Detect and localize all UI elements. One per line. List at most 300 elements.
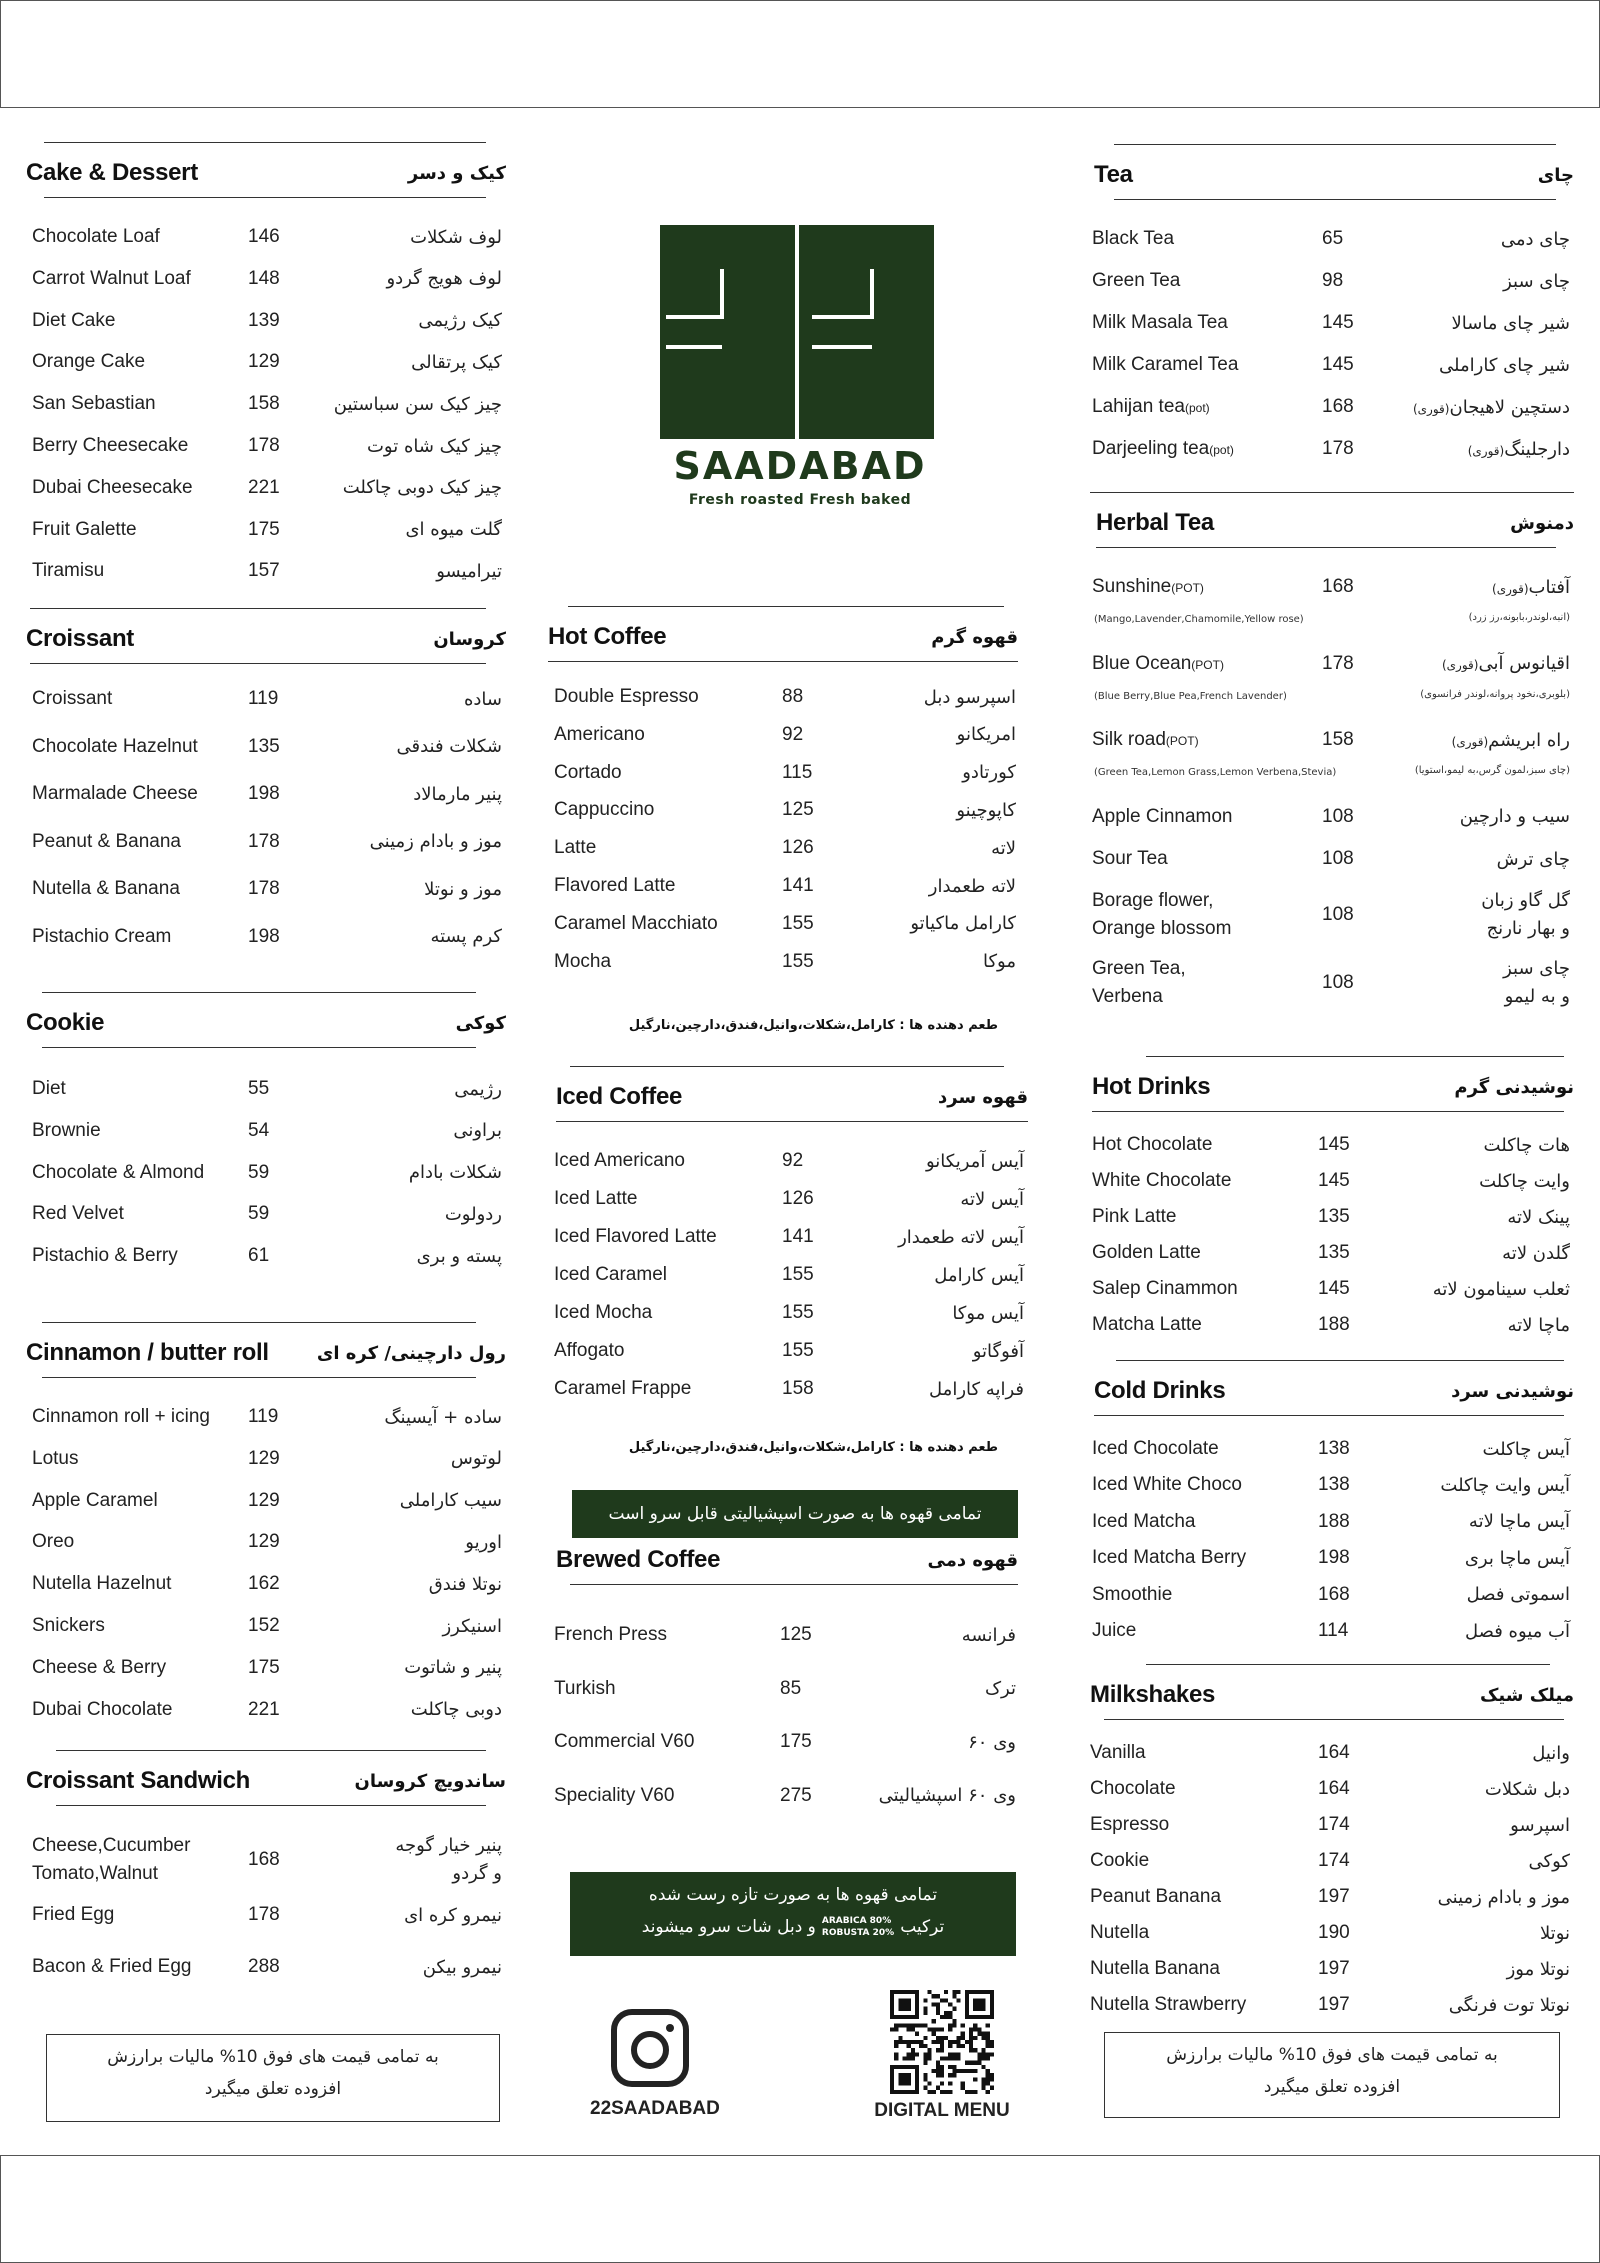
- top-frame: [0, 0, 1600, 108]
- item-name-en-text: Vanilla: [1090, 1742, 1146, 1763]
- item-price: 92: [782, 1150, 804, 1171]
- item-price: 59: [248, 1203, 270, 1225]
- item-price: 188: [1318, 1510, 1350, 1532]
- item-price: 178: [1322, 652, 1354, 674]
- item-name-fa: [898, 1227, 1024, 1248]
- item-name-fa: [411, 352, 502, 373]
- item-price: 55: [248, 1078, 270, 1099]
- menu-item: [26, 1695, 506, 1725]
- item-name-en-text: Borage flower,: [1092, 890, 1214, 911]
- menu-item: [1090, 1166, 1574, 1196]
- item-pot-fa: (قوری): [1492, 581, 1529, 596]
- item-name-fa: [384, 1407, 502, 1428]
- item-name-en: [554, 1624, 667, 1646]
- item-name-en-text: Chocolate & Almond: [32, 1161, 205, 1183]
- item-name-en-text: Pistachio Cream: [32, 925, 172, 947]
- item-name-en: [32, 688, 112, 710]
- qr-code-icon[interactable]: [890, 1990, 994, 2094]
- item-name-fa: [445, 1204, 502, 1225]
- item-price: 129: [248, 351, 280, 373]
- menu-item: [548, 1336, 1038, 1366]
- item-name-en: [554, 951, 611, 973]
- item-name-fa-text: نوتلا توت فرنگی: [1448, 1994, 1570, 2016]
- menu-item: [1090, 1470, 1574, 1500]
- item-name-en: [1092, 1170, 1231, 1192]
- item-name-fa-text: نیمرو کره ای: [404, 1904, 502, 1926]
- item-price: 162: [248, 1573, 280, 1595]
- item-name-fa: [464, 689, 502, 710]
- item-name-fa-text: چیز کیک شاه توت: [366, 435, 502, 457]
- section-title-en: Cookie: [26, 1009, 105, 1036]
- item-name-en: [554, 1678, 616, 1700]
- item-name-fa: [1479, 1171, 1570, 1192]
- item-name-en: [32, 393, 156, 415]
- item-name-en: [554, 1378, 691, 1400]
- item-name-fa-text: پنیر خیار گوجه: [395, 1835, 502, 1856]
- item-price: 168: [1322, 576, 1354, 597]
- item-name-fa: [367, 436, 502, 457]
- item-name-fa-text: سیب کاراملی: [399, 1490, 502, 1512]
- item-name-en-text: Berry Cheesecake: [32, 435, 189, 456]
- section-cake-dessert: [26, 142, 506, 198]
- item-name-fa-text: کرم پسته: [430, 926, 502, 947]
- item-name-en: [32, 926, 171, 948]
- item-name-en: [1092, 1278, 1238, 1300]
- section-hot-coffee: [548, 606, 1038, 662]
- menu-item: [1090, 1990, 1574, 2020]
- item-name-en-text: Silk road: [1092, 729, 1166, 751]
- item-price: 145: [1318, 1134, 1350, 1155]
- item-name-fa-text: آیس ماچا لاته: [1468, 1511, 1570, 1533]
- item-name-fa: [1413, 397, 1570, 418]
- item-name-fa: [451, 1448, 502, 1469]
- item-name-fa: [1440, 1475, 1570, 1496]
- section-title-fa: قهوه دمی: [927, 1549, 1018, 1571]
- menu-item: [1090, 725, 1574, 755]
- item-price: 135: [1318, 1242, 1350, 1263]
- item-name-en-text: Green Tea: [1092, 270, 1181, 291]
- item-name-fa: [1540, 1923, 1570, 1944]
- item-ingredients-fa: (چای سبز،لمون گرس،به لیمو،استویا): [1414, 765, 1570, 777]
- section-croissant: [26, 608, 506, 664]
- item-name-en-text: Darjeeling tea: [1092, 438, 1210, 459]
- tax-line-1: به تمامی قیمت های فوق 10% مالیات برارزش: [1166, 2045, 1498, 2065]
- menu-item: [1090, 1310, 1574, 1340]
- item-name-fa-text: لاته طعمدار: [928, 875, 1016, 897]
- section-title-en: Tea: [1094, 161, 1133, 188]
- item-name-en: [1092, 1474, 1242, 1496]
- item-name-fa-text: لاته: [991, 837, 1016, 859]
- item-name-en-text: Sunshine: [1092, 576, 1172, 597]
- section-title-en: Hot Coffee: [548, 623, 667, 650]
- middle-column: [548, 110, 1038, 2120]
- item-price: 126: [782, 1188, 814, 1209]
- menu-item: [26, 347, 506, 377]
- menu-item: [548, 1374, 1038, 1404]
- item-name-fa-text: اسپرسو: [1510, 1814, 1570, 1836]
- menu-item: [548, 1222, 1038, 1252]
- tax-notice: [46, 2034, 500, 2122]
- menu-item: [1090, 392, 1574, 422]
- item-name-en-text: Flavored Latte: [554, 875, 676, 896]
- item-name-fa: [1469, 1511, 1570, 1532]
- menu-item: [1090, 887, 1574, 943]
- item-name-fa-text: هات چاکلت: [1483, 1134, 1570, 1156]
- item-name-en: [32, 1203, 124, 1225]
- section-cookie: [26, 992, 506, 1048]
- item-name-fa: [1467, 1584, 1570, 1605]
- item-name-en-text: Affogato: [554, 1340, 625, 1361]
- item-name-en: [1090, 1742, 1146, 1764]
- item-name-fa: [983, 951, 1016, 972]
- item-name-en: [1092, 729, 1199, 751]
- section-title-fa: میلک شیک: [1479, 1684, 1574, 1706]
- item-name-fa: [1468, 439, 1570, 460]
- item-name-en: [32, 560, 104, 582]
- item-name-en: [32, 477, 193, 499]
- item-name-fa-text: آیس آمریکانو: [926, 1150, 1024, 1172]
- item-pot-en: (POT): [1165, 734, 1199, 749]
- instagram-handle[interactable]: 22SAADABAD: [590, 2098, 720, 2119]
- item-name-fa: [1501, 229, 1570, 250]
- menu-item: [26, 1402, 506, 1432]
- menu-item: [26, 1527, 506, 1557]
- section-title-en: Cake & Dessert: [26, 159, 198, 186]
- item-name-fa-text: اسپرسو دبل: [923, 686, 1016, 708]
- menu-item: [26, 431, 506, 461]
- item-name-fa: [1481, 887, 1570, 943]
- menu-item: [26, 1444, 506, 1474]
- item-name-fa: [957, 724, 1016, 745]
- item-name-en: [32, 783, 198, 805]
- item-name-en-text: Smoothie: [1092, 1583, 1173, 1605]
- right-column: [1090, 110, 1574, 2120]
- item-name-en-text: Commercial V60: [554, 1731, 695, 1752]
- item-name-en: [1092, 1438, 1219, 1460]
- item-name-en: [1090, 1850, 1149, 1872]
- item-name-fa-text: وانیل: [1532, 1742, 1570, 1764]
- item-name-en-text: Caramel Frappe: [554, 1378, 692, 1399]
- item-name-fa: [396, 736, 502, 757]
- item-name-fa: [1503, 271, 1570, 292]
- item-name-en: [554, 686, 699, 708]
- item-name-fa-text: تیرامیسو: [436, 560, 502, 582]
- item-name-en: [32, 1699, 172, 1721]
- item-name-fa-text: گلدن لاته: [1502, 1242, 1570, 1264]
- item-name-fa-line2: و بهار نارنج: [1486, 918, 1570, 939]
- item-name-en: [1092, 438, 1234, 460]
- item-name-fa: [413, 784, 502, 805]
- robusta-ratio: ROBUSTA 20%: [821, 1928, 895, 1938]
- item-name-en: [32, 1573, 171, 1595]
- item-pot-fa: (قوری): [1451, 734, 1489, 749]
- section-title-en: Iced Coffee: [556, 1083, 683, 1110]
- menu-item: [548, 1620, 1038, 1650]
- item-name-en-text: Milk Caramel Tea: [1092, 354, 1239, 375]
- menu-item: [26, 1486, 506, 1516]
- menu-item: [26, 1158, 506, 1188]
- item-price: 174: [1318, 1850, 1350, 1871]
- item-price: 141: [782, 875, 814, 896]
- menu-item: [1090, 1274, 1574, 1304]
- item-price: 145: [1322, 312, 1354, 333]
- item-name-en-text: Chocolate: [1090, 1778, 1176, 1799]
- item-price: 138: [1318, 1474, 1350, 1496]
- item-name-fa-text: نوتلا: [1539, 1922, 1570, 1944]
- item-name-fa-text: کیک پرتقالی: [411, 351, 502, 373]
- section-croissant-sandwich: [26, 1750, 506, 1806]
- item-name-en-text: Iced Chocolate: [1092, 1438, 1219, 1459]
- item-name-fa: [1438, 1887, 1570, 1908]
- item-name-fa: [1510, 1815, 1570, 1836]
- item-price: 275: [780, 1784, 812, 1806]
- item-name-en-text: Iced Americano: [554, 1150, 685, 1171]
- item-name-fa: [1484, 1135, 1570, 1156]
- item-name-fa-text: آیس لاته: [960, 1188, 1024, 1210]
- menu-item: [1090, 1846, 1574, 1876]
- item-name-en-text: Golden Latte: [1092, 1242, 1201, 1263]
- menu-item: [26, 515, 506, 545]
- item-name-en-line2: Verbena: [1092, 986, 1163, 1007]
- item-name-fa: [879, 1785, 1016, 1806]
- section-cold-drinks: [1090, 1360, 1574, 1416]
- section-title-en: Herbal Tea: [1096, 509, 1214, 536]
- item-name-en-line2: Orange blossom: [1092, 918, 1232, 939]
- item-name-fa: [1451, 313, 1570, 334]
- item-name-en: [32, 878, 180, 900]
- item-name-en: [1092, 1242, 1201, 1264]
- item-name-fa: [924, 687, 1016, 708]
- menu-item: [1090, 802, 1574, 832]
- item-name-fa-text: آفتاب: [1528, 576, 1570, 598]
- item-name-fa: [386, 268, 502, 289]
- item-price: 175: [780, 1731, 812, 1752]
- item-name-en-text: Diet Cake: [32, 309, 116, 331]
- item-name-en: [554, 762, 622, 784]
- item-name-fa-text: آب میوه فصل: [1464, 1620, 1570, 1642]
- item-name-en: [554, 875, 675, 897]
- item-price: 155: [782, 1302, 814, 1323]
- item-price: 190: [1318, 1922, 1350, 1943]
- item-name-en: [32, 268, 191, 290]
- item-price: 197: [1318, 1886, 1350, 1907]
- item-name-en-text: Espresso: [1090, 1814, 1170, 1835]
- item-name-en: [1092, 1206, 1177, 1228]
- item-name-en: [1092, 955, 1186, 1011]
- item-name-fa-text: شکلات بادام: [408, 1162, 502, 1184]
- item-name-fa-text: رژیمی: [454, 1078, 502, 1100]
- menu-item: [26, 1569, 506, 1599]
- item-name-fa: [1442, 653, 1570, 674]
- item-name-fa: [985, 1678, 1016, 1699]
- item-price: 125: [780, 1624, 812, 1645]
- section-title-en: Cinnamon / butter roll: [26, 1339, 269, 1366]
- item-name-en-text: Carrot Walnut Loaf: [32, 267, 191, 289]
- section-title-fa: نوشیدنی سرد: [1451, 1380, 1574, 1402]
- item-price: 139: [248, 309, 280, 331]
- menu-item: [548, 1146, 1038, 1176]
- item-price: 92: [782, 723, 804, 745]
- item-name-en-text: Peanut Banana: [1090, 1886, 1222, 1907]
- item-name-fa: [1502, 1243, 1570, 1264]
- item-name-en: [1092, 1511, 1196, 1533]
- instagram-icon[interactable]: [610, 2008, 690, 2088]
- item-price: 168: [248, 1849, 280, 1870]
- item-name-en-text: Lotus: [32, 1447, 79, 1469]
- section-title-fa: قهوه گرم: [931, 626, 1018, 648]
- item-name-en-text: Pink Latte: [1092, 1206, 1177, 1227]
- item-name-fa: [409, 1162, 502, 1183]
- bottom-frame: [0, 2155, 1600, 2263]
- item-name-fa-text: چای سبز: [1503, 958, 1570, 979]
- item-name-fa-text: آیس موکا: [952, 1302, 1024, 1324]
- item-name-fa-line2: و گردو: [452, 1863, 502, 1884]
- menu-item: [1090, 1882, 1574, 1912]
- menu-item: [1090, 266, 1574, 296]
- item-name-fa-text: پنیر مارمالاد: [413, 783, 502, 805]
- item-name-fa: [929, 876, 1016, 897]
- item-name-en-text: Double Espresso: [554, 686, 699, 707]
- item-name-fa-text: براونی: [453, 1120, 502, 1142]
- item-name-en: [1092, 1134, 1212, 1156]
- item-name-en-text: Cookie: [1090, 1850, 1150, 1871]
- item-name-en-text: Iced Matcha: [1092, 1510, 1196, 1532]
- item-name-fa-text: اقیانوس آبی: [1478, 653, 1570, 675]
- menu-item: [26, 684, 506, 714]
- item-name-en: [1092, 1314, 1202, 1336]
- item-name-fa: [417, 1246, 502, 1267]
- item-name-en-text: Chocolate Hazelnut: [32, 735, 198, 757]
- item-price: 157: [248, 560, 280, 582]
- item-name-fa: [334, 394, 502, 415]
- section-iced-coffee: [548, 1066, 1038, 1122]
- item-name-fa-text: چای سبز: [1503, 270, 1570, 292]
- item-name-en-text: Snickers: [32, 1615, 105, 1636]
- item-name-fa-text: آفوگاتو: [972, 1340, 1024, 1362]
- item-name-en-text: Dubai Chocolate: [32, 1698, 173, 1720]
- item-name-en: [32, 1245, 178, 1267]
- item-price: 198: [248, 925, 280, 947]
- item-name-fa: [430, 926, 502, 947]
- item-name-fa-text: موز و نوتلا: [424, 878, 502, 900]
- item-name-fa-text: نیمرو بیکن: [422, 1956, 502, 1978]
- item-price: 197: [1318, 1958, 1350, 1979]
- item-name-fa: [956, 800, 1016, 821]
- item-price: 175: [248, 518, 280, 540]
- item-name-fa-text: فراپه کارامل: [929, 1378, 1024, 1400]
- item-name-en: [32, 1832, 190, 1888]
- item-name-fa-text: وی ۶۰: [968, 1731, 1016, 1753]
- item-name-fa-text: آیس چاکلت: [1482, 1438, 1570, 1460]
- item-name-fa: [404, 1905, 502, 1926]
- menu-item: [548, 1298, 1038, 1328]
- item-name-fa-text: لوف شکلات: [410, 226, 502, 248]
- item-name-en: [32, 831, 181, 853]
- item-price: 108: [1322, 848, 1354, 870]
- item-name-en: [32, 519, 137, 541]
- menu-item: [26, 1611, 506, 1641]
- item-ingredients-en: (Blue Berry,Blue Pea,French Lavender): [1094, 690, 1287, 702]
- item-name-fa: [962, 762, 1016, 783]
- menu-item: [548, 1184, 1038, 1214]
- item-name-fa: [436, 561, 502, 582]
- item-name-en-text: Iced Latte: [554, 1188, 638, 1209]
- specialty-banner: [572, 1490, 1018, 1538]
- item-ingredients-en: (Mango,Lavender,Chamomile,Yellow rose): [1094, 614, 1304, 625]
- section-title-en: Croissant Sandwich: [26, 1767, 250, 1794]
- item-name-en-text: Nutella Strawberry: [1090, 1994, 1247, 2015]
- item-name-en-text: Cappuccino: [554, 799, 655, 821]
- item-name-en-text: Nutella: [1090, 1922, 1150, 1943]
- item-name-en: [32, 1657, 166, 1679]
- item-name-en: [1090, 1994, 1246, 2016]
- item-name-fa-text: ردولوت: [444, 1203, 502, 1225]
- menu-item: [26, 264, 506, 294]
- item-name-en: [1092, 228, 1174, 250]
- item-name-fa-text: دستچین لاهیجان: [1449, 396, 1570, 418]
- item-name-fa-text: پسته و بری: [416, 1245, 502, 1267]
- item-name-en-text: Pistachio & Berry: [32, 1245, 178, 1267]
- item-name-en-text: Iced Matcha Berry: [1092, 1547, 1247, 1569]
- menu-item: [1090, 1130, 1574, 1160]
- item-name-en: [32, 1956, 191, 1978]
- item-name-fa-text: کارامل ماکیاتو: [910, 913, 1016, 935]
- item-name-fa-text: فرانسه: [961, 1624, 1016, 1646]
- menu-item: [1090, 308, 1574, 338]
- item-name-fa: [929, 1379, 1024, 1400]
- item-name-fa-text: ساده + آیسینگ: [384, 1406, 502, 1428]
- item-name-en: [554, 1226, 717, 1248]
- item-name-en-text: Fruit Galette: [32, 518, 137, 540]
- double-shot-text: و دبل شات سرو میشوند: [641, 1917, 816, 1937]
- item-price: 54: [248, 1119, 270, 1141]
- item-price: 175: [248, 1656, 280, 1678]
- item-name-en: [554, 1731, 694, 1753]
- item-name-fa-text: شیر چای ماسالا: [1451, 312, 1570, 334]
- item-name-fa: [400, 1490, 502, 1511]
- item-name-fa-text: کیک رژیمی: [418, 310, 502, 332]
- section-title-fa: کروسان: [433, 628, 506, 650]
- menu-item: [1090, 1738, 1574, 1768]
- menu-item: [548, 720, 1038, 750]
- left-column: [26, 110, 506, 2120]
- item-price: 148: [248, 267, 280, 289]
- item-name-en-text: Turkish: [554, 1677, 616, 1699]
- menu-item: [26, 779, 506, 809]
- menu-item: [26, 1199, 506, 1229]
- item-name-en-text: Green Tea,: [1092, 958, 1186, 979]
- item-name-fa-text: وایت چاکلت: [1479, 1170, 1570, 1192]
- item-price: 288: [248, 1956, 280, 1977]
- section-brewed-coffee: [548, 1542, 1038, 1585]
- section-herbal-tea: [1090, 492, 1574, 548]
- item-name-en-text: Iced Mocha: [554, 1302, 653, 1323]
- item-price: 168: [1318, 1583, 1350, 1605]
- section-title-fa: ساندویچ کروسان: [354, 1770, 506, 1792]
- menu-item: [1090, 224, 1574, 254]
- item-name-fa-text: موز و بادام زمینی: [1437, 1886, 1570, 1908]
- item-name-en: [1092, 806, 1232, 828]
- item-name-en: [32, 1490, 158, 1512]
- item-name-fa-text: ماچا لاته: [1507, 1314, 1570, 1336]
- item-name-fa: [1460, 806, 1570, 827]
- item-price: 108: [1322, 805, 1354, 827]
- item-name-en-text: French Press: [554, 1624, 667, 1645]
- item-name-en: [1090, 1886, 1221, 1908]
- item-name-en: [32, 310, 115, 332]
- section-title-fa: کیک و دسر: [407, 162, 506, 184]
- item-name-en: [554, 724, 645, 746]
